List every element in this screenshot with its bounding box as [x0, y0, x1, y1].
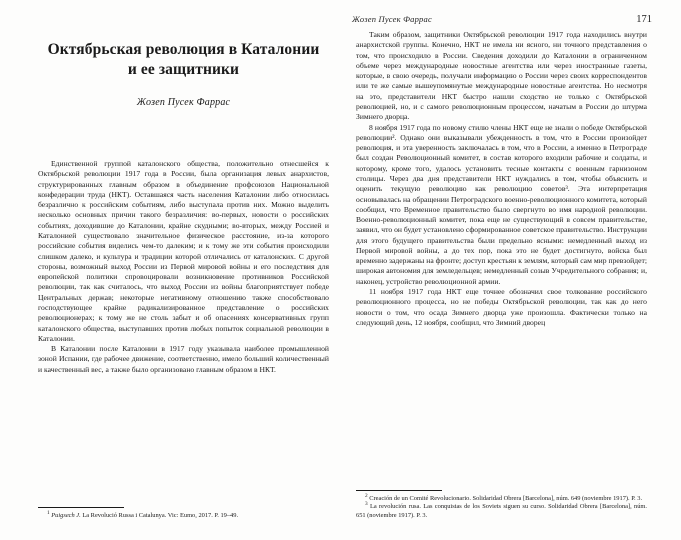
footnote-marker: 3 — [365, 500, 368, 507]
page-title — [38, 40, 329, 81]
paragraph: В Каталонии после Каталонии в 1917 году указывала наиболее промышленной зоной Испании, где рабочее движение, соответственно, имело больший количественный и качественный вес, а также было организовано главным образом в НКТ. — [38, 344, 329, 374]
right-column — [356, 30, 647, 528]
text-columns — [38, 30, 648, 528]
footnote — [356, 500, 647, 520]
paragraph: 11 ноября 1917 года НКТ еще точнее обозначил свое толкование российского революционного процесса, но не победы Октябрьской революции, так как до него новости о том, что осада Зимнего дворца уже произошла. Фактически только на следующий день, 12 ноября, сообщил, что Зимний дворец — [356, 287, 647, 327]
footnote-rule — [38, 507, 124, 508]
paragraph: Единственной группой каталонского общества, положительно отнесшейся к Октябрьской революции 1917 года в России, была организация левых анархистов, структурированных главным образом в объединение профсоюзов Национальной конфедерации труда (НКТ). Оставшаяся часть населения Каталонии либо относилась безразлично к российским событиям, либо выступала против них. Можно выделить несколько основных причин такого безразличия: во-первых, новости о российских событиях, доходившие до Каталонии, крайне скудными; во-вторых, между Россией и Каталонией существовало значительное физическое расстояние, из-за которого российские события виделись чем-то далеким; и к тому же эти события происходили слишком далеко, и культура и традиции которой отличались от каталонских. С другой стороны, возможный выход России из Первой мировой войны и его последствия для европейской политики спровоцировали возникновение противников Российской революции, так как считалось, что выход России из войны благоприятствует победе Центральных держав; некоторые негативному отношению также способствовало господствующее крайне радикализированное представление о российских революционерах; к тому же не столь забыт и об опасениях консервативных групп каталонского общества, выступавших против любых попыток социальной революции в Каталонии. — [38, 159, 329, 343]
title-line-2: и ее защитники — [127, 61, 240, 79]
paragraph: Таким образом, защитники Октябрьской революции 1917 года находились внутри анархистской группы. Конечно, НКТ не имела ни ясного, ни точного представления о том, что происходило в России. Сведения доходили до Каталонии в ограниченном объеме через международные новостные агентства или через иностранные газеты, которые, в свою очередь, получали информацию о России через своих корреспондентов или те же самые вышеупомянутые международные новостные агентства. Но несмотря на это, представители НКТ быстро нашли сходство не только с Октябрьской революцией, но, и с самого революционным процессом, начатым в России до штурма Зимнего дворца. — [356, 30, 647, 122]
running-head — [352, 14, 652, 25]
right-footnotes — [356, 490, 647, 520]
footnote-rule — [356, 490, 442, 491]
right-column-body — [356, 30, 647, 328]
footnote-text: La Revolució Russa i Catalunya. Vic: Eumo, 2017. P. 19–49. — [82, 511, 239, 519]
footnote-text: Creación de un Comité Revolucionario. Solidaridad Obrera [Barcelona], núm. 649 (noviembre 1917). P. 3. — [369, 494, 643, 502]
title-line-1: Октябрьская революция в Каталонии — [47, 41, 320, 58]
footnote — [38, 509, 329, 520]
paragraph: 8 ноября 1917 года по новому стилю члены НКТ еще не знали о победе Октябрьской революции². Однако они выказывали убежденность в том, что в России произойдет революция, и эта уверенность заключалась в том, что в России, а именно в Петрограде был создан Революционный комитет, в состав которого входили рабочие и солдаты, и которому, кроме того, удалось установить тесные контакты с военным гарнизоном столицы. Через два дня представители НКТ нуждались в том, чтобы объяснить и оценить текущую революцию как революцию советов³. Эта интерпретация основывалась на обращении Петроградского военно-революционного комитета, который сообщил, что Временное правительство было свергнуто во имя народной революции. Военно-революционный комитет, пока еще не существующий в совсем правительстве, заявил, что он будет установлено сформированное советское правительство. Инструкции для этого будущего правительства были предельно ясными: немедленный выход из Первой мировой войны, а до тех пор, пока это не будет достигнуто, войска был временно задержаны на фронте; доступ крестьян к землям, который сам мир превзойдет; широкая автономия для земледельцев; немедленный созыв Учредительного собрания; и, наконец, устройство революционной армии. — [356, 122, 647, 286]
left-column — [38, 30, 329, 528]
page-number: 171 — [636, 14, 652, 25]
footnote-marker: 1 — [47, 509, 50, 516]
author-name: Жозеп Пусек Фаррас — [136, 96, 231, 108]
footnote — [356, 492, 647, 503]
left-column-body — [38, 128, 329, 375]
footnote-marker: 2 — [365, 492, 368, 499]
footnote-author: Puigsech J. — [51, 511, 81, 519]
running-title: Жозеп Пусек Фаррас — [352, 14, 432, 24]
left-footnotes — [38, 507, 329, 520]
footnote-text: La revolución rusa. Las conquistas de los Soviets siguen su curso. Solidaridad Obrera [Barcelona], núm. 651 (noviembre 1917). P. 3. — [356, 503, 647, 519]
